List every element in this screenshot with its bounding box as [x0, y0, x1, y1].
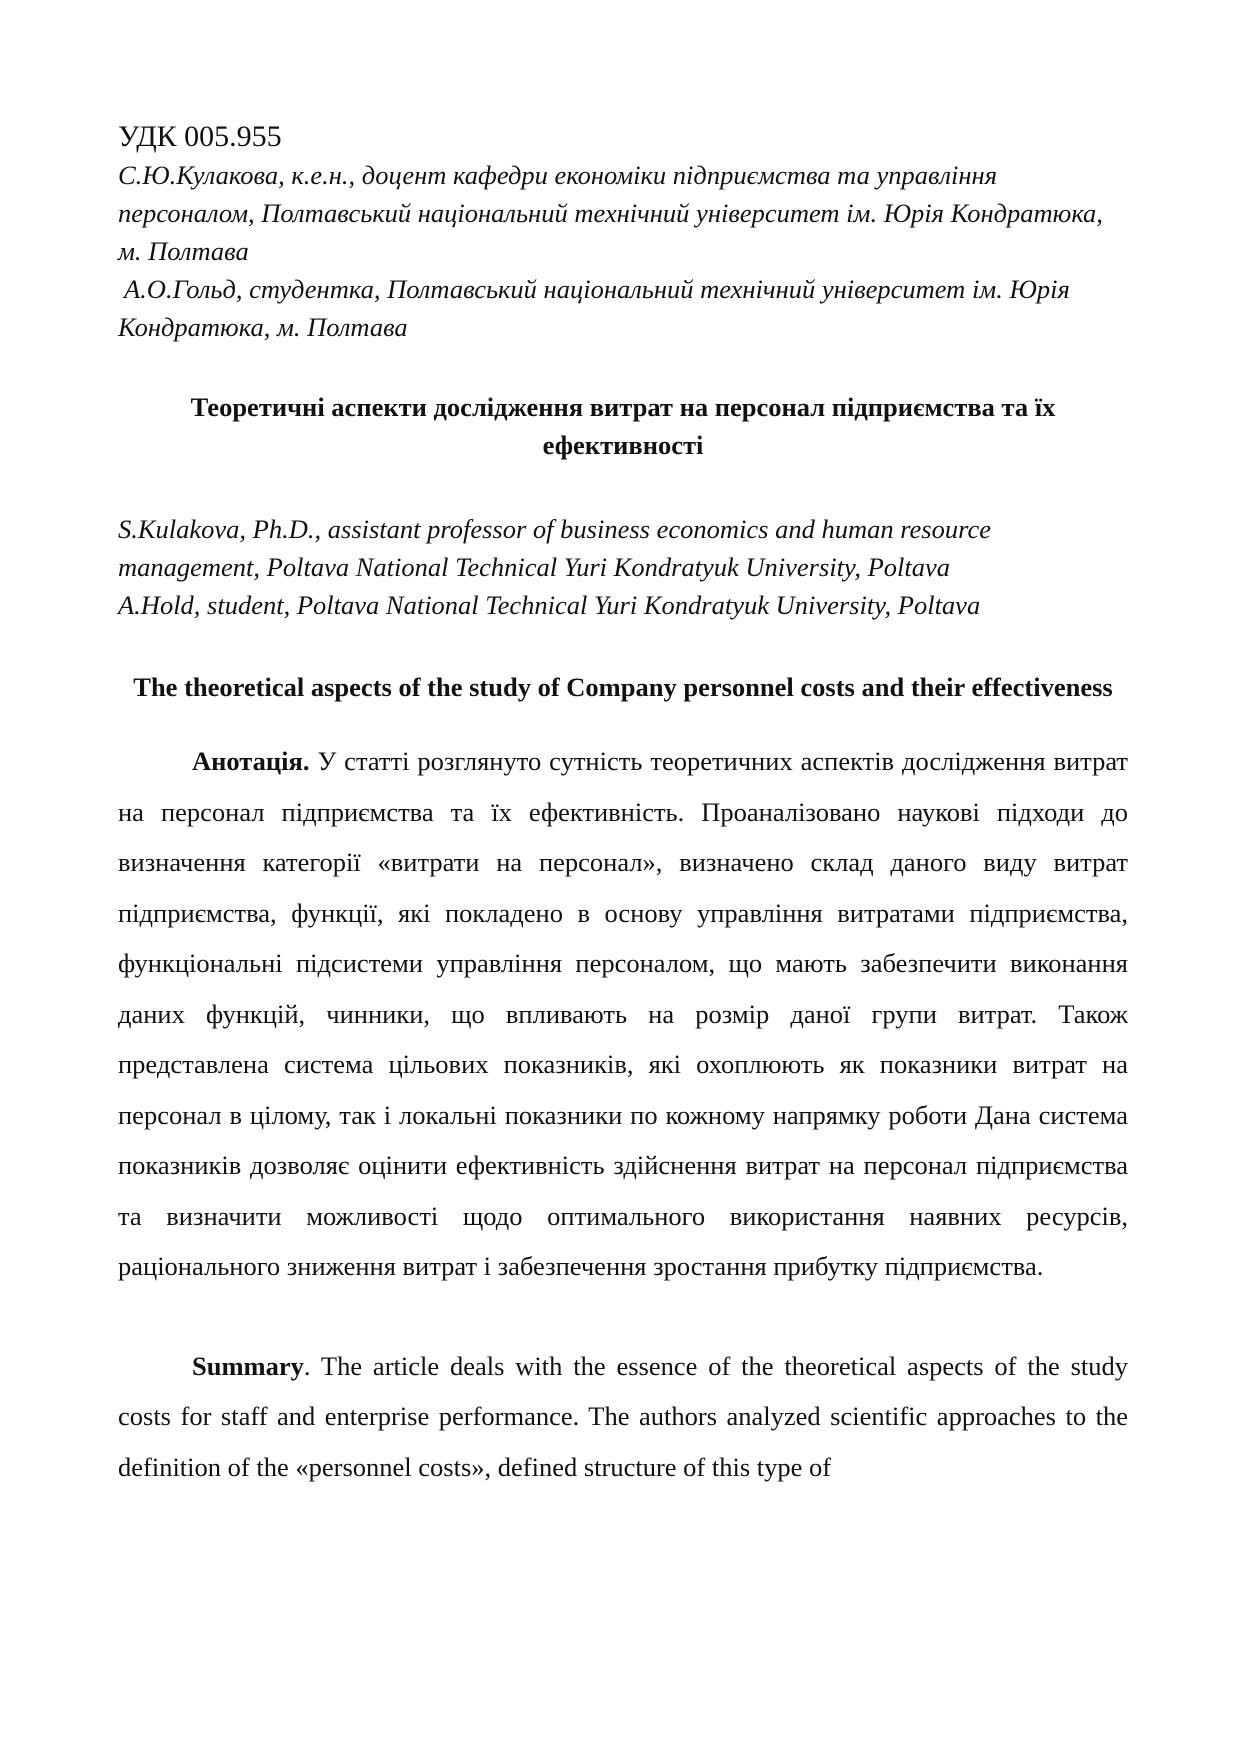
abstract-ua-label: Анотація. [192, 746, 310, 776]
title-en: The theoretical aspects of the study of Company personnel costs and their effectiveness [133, 672, 1113, 702]
summary-en-label: Summary [192, 1350, 304, 1381]
udk-code: УДК 005.955 [118, 120, 282, 153]
summary-en [118, 1341, 1128, 1493]
abstract-ua-text: У статті розглянуто сутність теоретичних аспектів дослідження витрат на персонал підприємства та їх ефективність. Проаналізовано наукові підходи до визначення категорії «витрати на персонал», визначено склад даного виду витрат підприємства, функції, які покладено в основу управління витратами підприємства, функціональні підсистеми управління персоналом, що мають забезпечити виконання даних функцій, чинники, що впливають на розмір даної групи витрат. Також представлена система цільових показників, які охоплюють як показники витрат на персонал в цілому, так і локальні показники по кожному напрямку роботи Дана система показників дозволяє оцінити ефективність здійснення витрат на персонал підприємства та визначити можливості щодо оптимального використання наявних ресурсів, раціонального зниження витрат і забезпечення зростання прибутку підприємства. [118, 746, 1128, 1281]
abstract-ua [118, 736, 1128, 1292]
author-affiliation-en-1: S.Kulakova, Ph.D., assistant professor of business economics and human resource management, Poltava National Technical Yuri Kondratyuk University, Poltava [118, 514, 991, 582]
paper-page [118, 118, 1128, 1492]
summary-en-text: . The article deals with the essence of the theoretical aspects of the study costs for staff and enterprise performance. The authors analyzed scientific approaches to the definition of the «personnel costs», defined structure of this type of [118, 1350, 1128, 1482]
author-affiliation-ua-1: С.Ю.Кулакова, к.е.н., доцент кафедри економіки підприємства та управління персоналом, Полтавський національний технічний університет ім. Юрія Кондратюка, м. Полтава [118, 160, 1103, 266]
author-affiliation-ua-2: А.О.Гольд, студентка, Полтавський національний технічний університет ім. Юрія Кондратюка, м. Полтава [118, 274, 1070, 342]
author-affiliation-en-2: A.Hold, student, Poltava National Technical Yuri Kondratyuk University, Poltava [118, 590, 981, 620]
title-ua: Теоретичні аспекти дослідження витрат на персонал підприємства та їх ефективності [190, 392, 1056, 460]
